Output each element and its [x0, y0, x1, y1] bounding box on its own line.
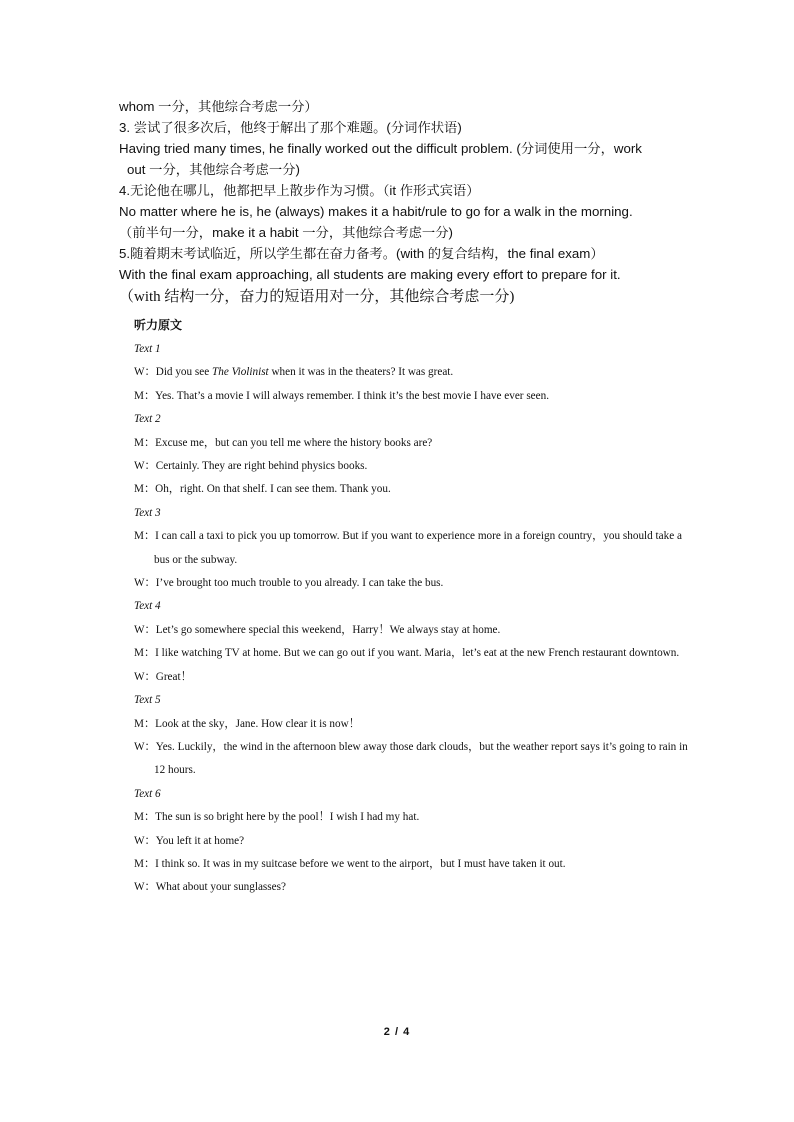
- dialogue-line: W：What about your sunglasses?: [134, 881, 286, 894]
- dialogue-line: M：I like watching TV at home. But we can go out if you want. Maria，let’s eat at the new French restaurant downtown.: [134, 647, 680, 660]
- answer-line: 4.无论他在哪儿，他都把早上散步作为习惯。（it 作形式宾语）: [119, 183, 480, 198]
- dialogue-line: W：Great！: [134, 670, 192, 683]
- answer-line: No matter where he is, he (always) makes it a habit/rule to go for a walk in the morning.: [119, 204, 633, 219]
- answer-line: Having tried many times, he finally worked out the difficult problem. (分词使用一分，work: [119, 141, 642, 156]
- text-label: Text 1: [134, 343, 161, 355]
- text-label: Text 2: [134, 413, 161, 426]
- answer-line: 5.随着期末考试临近，所以学生都在奋力备考。(with 的复合结构，the final exam）: [119, 246, 604, 261]
- dialogue-line-continued: bus or the subway.: [154, 553, 238, 566]
- dialogue-line: M：Look at the sky，Jane. How clear it is now！: [134, 717, 360, 730]
- dialogue-line: M：Yes. That’s a movie I will always remember. I think it’s the best movie I have ever seen.: [134, 389, 549, 402]
- dialogue-line: M：I can call a taxi to pick you up tomorrow. But if you want to experience more in a foreign country，you should take a: [134, 530, 682, 543]
- dialogue-line: W：Let’s go somewhere special this weekend，Harry！We always stay at home.: [134, 623, 501, 636]
- dialogue-line: M：Excuse me，but can you tell me where the history books are?: [134, 436, 433, 449]
- answer-line: （with 结构一分，奋力的短语用对一分，其他综合考虑一分): [119, 289, 515, 305]
- page-number: 2 / 4: [383, 1026, 411, 1038]
- text-label: Text 5: [134, 694, 161, 707]
- dialogue-line: [134, 361, 724, 384]
- transcript-heading: 听力原文: [134, 318, 183, 332]
- answer-line: （前半句一分，make it a habit 一分，其他综合考虑一分): [119, 225, 453, 240]
- movie-title: The Violinist: [212, 366, 269, 379]
- listening-transcript: [134, 316, 724, 900]
- answer-line: out 一分，其他综合考虑一分): [127, 162, 300, 177]
- answer-key-section: [119, 96, 719, 308]
- dialogue-line: W：Certainly. They are right behind physics books.: [134, 460, 368, 473]
- speaker-line-end: when it was in the theaters? It was great.: [268, 366, 454, 379]
- text-label: Text 6: [134, 787, 161, 800]
- dialogue-line: W：I’ve brought too much trouble to you already. I can take the bus.: [134, 577, 444, 590]
- dialogue-line: M：Oh，right. On that shelf. I can see them. Thank you.: [134, 483, 391, 496]
- dialogue-line: W：Yes. Luckily，the wind in the afternoon blew away those dark clouds，but the weather report says it’s going to rain in: [134, 740, 688, 753]
- text-label: Text 3: [134, 506, 161, 519]
- answer-line: With the final exam approaching, all students are making every effort to prepare for it.: [119, 267, 621, 282]
- text-label: Text 4: [134, 600, 161, 613]
- dialogue-line: W：You left it at home?: [134, 834, 245, 847]
- dialogue-line: M：The sun is so bright here by the pool！I wish I had my hat.: [134, 811, 420, 824]
- dialogue-line: M：I think so. It was in my suitcase before we went to the airport，but I must have taken it out.: [134, 857, 566, 870]
- answer-line: 3. 尝试了很多次后，他终于解出了那个难题。(分词作状语): [119, 120, 462, 135]
- speaker-line-start: W：Did you see: [134, 366, 212, 379]
- dialogue-line-continued: 12 hours.: [154, 764, 196, 777]
- answer-line: whom 一分，其他综合考虑一分）: [119, 99, 318, 114]
